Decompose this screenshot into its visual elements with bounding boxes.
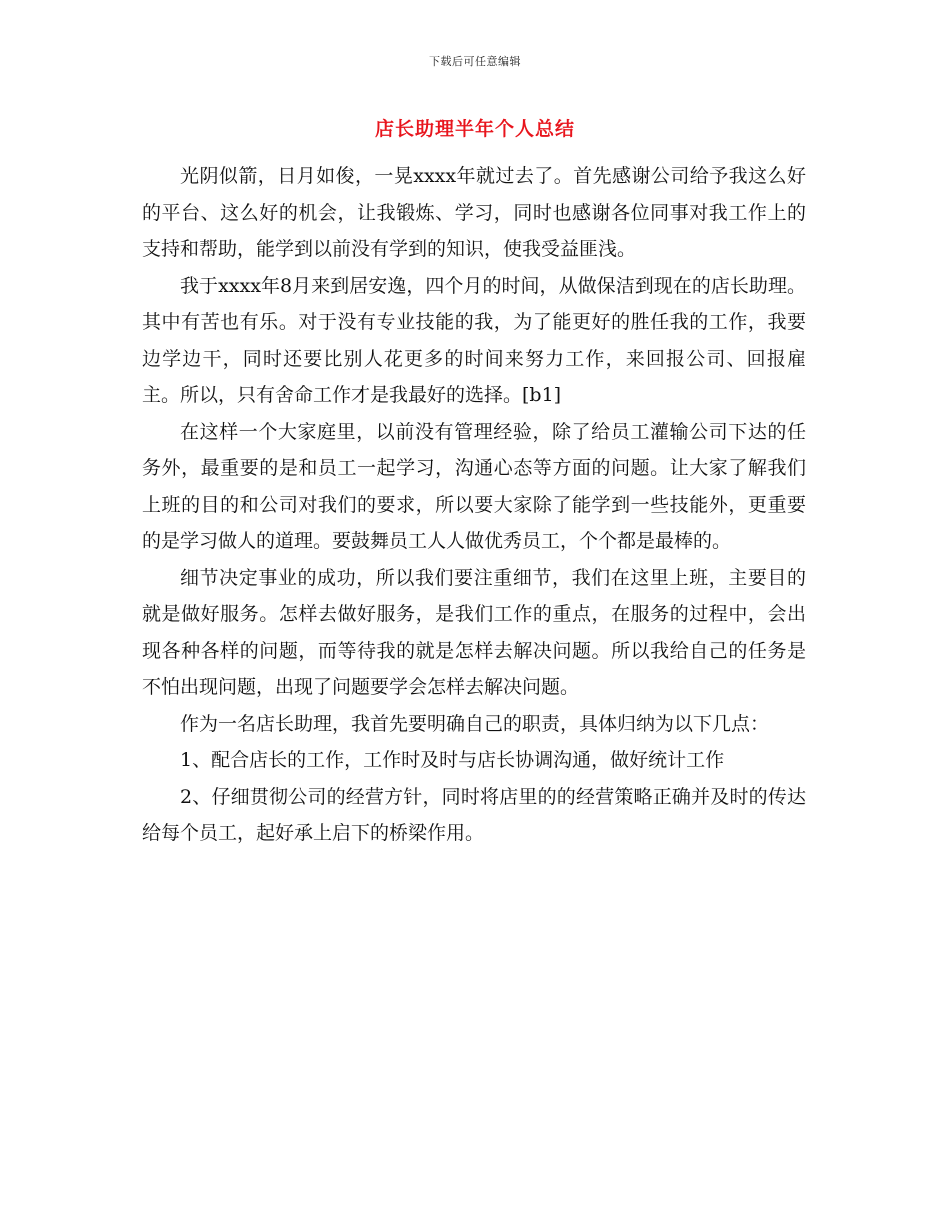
list-item-2: 2、仔细贯彻公司的经营方针，同时将店里的的经营策略正确并及时的传达给每个员工，起好承上启下的桥梁作用。 bbox=[142, 785, 806, 844]
list-item-1: 1、配合店长的工作，工作时及时与店长协调沟通，做好统计工作 bbox=[180, 749, 725, 771]
paragraph-1: 光阴似箭，日月如俊，一晃xxxx年就过去了。首先感谢公司给予我这么好的平台、这么好的机会，让我锻炼、学习，同时也感谢各位同事对我工作上的支持和帮助，能学到以前没有学到的知识，使我受益匪浅。 bbox=[142, 165, 806, 260]
header-note: 下载后可任意编辑 bbox=[429, 55, 521, 68]
paragraph-2: 我于xxxx年8月来到居安逸，四个月的时间，从做保洁到现在的店长助理。其中有苦也有乐。对于没有专业技能的我，为了能更好的胜任我的工作，我要边学边干，同时还要比别人花更多的时间来努力工作，来回报公司、回报雇主。所以，只有舍命工作才是我最好的选择。[b1] bbox=[142, 274, 806, 406]
paragraph-5: 作为一名店长助理，我首先要明确自己的职责，具体归纳为以下几点： bbox=[180, 712, 770, 735]
document-body bbox=[142, 158, 806, 852]
document-title: 店长助理半年个人总结 bbox=[374, 118, 575, 140]
paragraph-3: 在这样一个大家庭里，以前没有管理经验，除了给员工灌输公司下达的任务外，最重要的是和员工一起学习，沟通心态等方面的问题。让大家了解我们上班的目的和公司对我们的要求，所以要大家除了能学到一些技能外，更重要的是学习做人的道理。要鼓舞员工人人做优秀员工，个个都是最棒的。 bbox=[142, 420, 806, 552]
paragraph-4: 细节决定事业的成功，所以我们要注重细节，我们在这里上班，主要目的就是做好服务。怎样去做好服务，是我们工作的重点，在服务的过程中，会出现各种各样的问题，而等待我的就是怎样去解决问题。所以我给自己的任务是不怕出现问题，出现了问题要学会怎样去解决问题。 bbox=[142, 566, 806, 698]
